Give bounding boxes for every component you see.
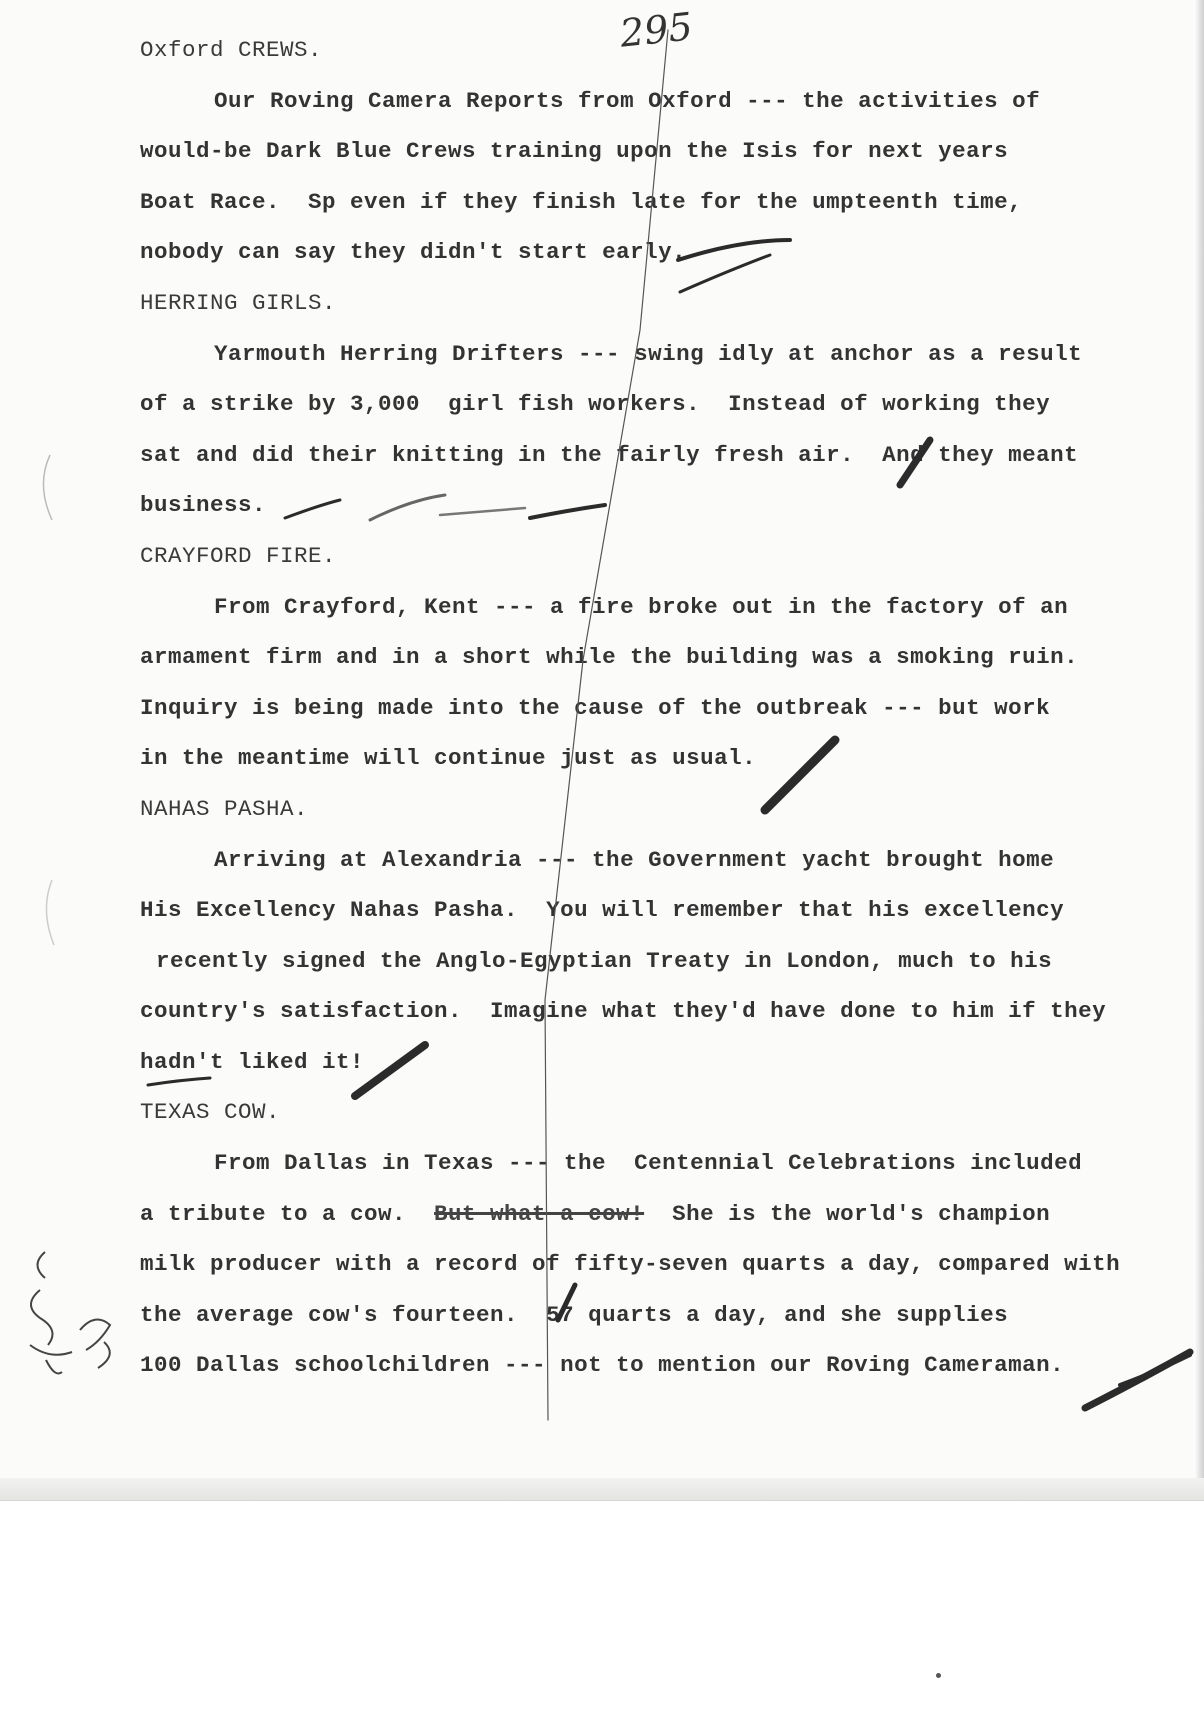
line-text: TEXAS COW.: [140, 1099, 281, 1126]
typed-line: [140, 437, 1190, 488]
typed-line: [140, 83, 1190, 134]
line-text: CRAYFORD FIRE.: [140, 542, 337, 569]
paper-speck: [936, 1673, 941, 1678]
typed-line: [140, 943, 1190, 994]
typed-line: [140, 184, 1190, 235]
line-text: nobody can say they didn't start early.: [140, 239, 687, 266]
typed-line: [140, 892, 1190, 943]
typed-line: [140, 234, 1190, 285]
section-heading: [140, 1094, 1190, 1145]
typed-line: [140, 1196, 1190, 1247]
line-text: His Excellency Nahas Pasha. You will remember that his excellency: [140, 897, 1065, 924]
section-heading: [140, 791, 1190, 842]
typed-line: [140, 740, 1190, 791]
typed-line: [140, 133, 1190, 184]
typed-line: [140, 589, 1190, 640]
line-text: milk producer with a record of fifty-seven quarts a day, compared with: [140, 1251, 1121, 1278]
line-text: HERRING GIRLS.: [140, 289, 337, 316]
line-text: recently signed the Anglo-Egyptian Treaty in London, much to his: [156, 947, 1053, 974]
typed-line: [140, 1145, 1190, 1196]
line-text: would-be Dark Blue Crews training upon the Isis for next years: [140, 138, 1009, 165]
line-text: sat and did their knitting in the fairly fresh air. And they meant: [140, 441, 1079, 468]
typed-line: [140, 1246, 1190, 1297]
line-text-continued: She is the world's champion: [644, 1200, 1051, 1227]
line-text: hadn't liked it!: [140, 1048, 365, 1075]
typed-line: [140, 1044, 1190, 1095]
section-heading: [140, 538, 1190, 589]
typed-line: [140, 639, 1190, 690]
line-text: of a strike by 3,000 girl fish workers. Instead of working they: [140, 391, 1051, 418]
page-edge-shadow: [1194, 0, 1204, 1500]
section-heading: [140, 32, 1190, 83]
section-heading: [140, 285, 1190, 336]
line-text: the average cow's fourteen. 57 quarts a day, and she supplies: [140, 1301, 1009, 1328]
typed-line: [140, 487, 1190, 538]
struck-through-text: But what a cow!: [434, 1200, 645, 1227]
typed-line: [140, 336, 1190, 387]
line-text: country's satisfaction. Imagine what they'd have done to him if they: [140, 998, 1107, 1025]
line-text: Our Roving Camera Reports from Oxford --- the activities of: [214, 87, 1041, 114]
line-text: Arriving at Alexandria --- the Government yacht brought home: [214, 846, 1055, 873]
page-number: 295: [617, 4, 695, 56]
line-text: From Crayford, Kent --- a fire broke out in the factory of an: [214, 593, 1069, 620]
line-text: business.: [140, 492, 267, 519]
line-text: 100 Dallas schoolchildren --- not to mention our Roving Cameraman.: [140, 1352, 1065, 1379]
typed-line: [140, 1347, 1190, 1398]
line-text: Oxford CREWS.: [140, 37, 323, 63]
typed-line: [140, 1297, 1190, 1348]
page-bottom-edge: [0, 1478, 1204, 1500]
typed-line: [140, 386, 1190, 437]
line-text: From Dallas in Texas --- the Centennial Celebrations included: [214, 1150, 1083, 1177]
typed-line: [140, 690, 1190, 741]
line-text: in the meantime will continue just as usual.: [140, 745, 757, 772]
line-text: NAHAS PASHA.: [140, 795, 309, 822]
typed-line: [140, 842, 1190, 893]
line-text: Boat Race. Sp even if they finish late for the umpteenth time,: [140, 188, 1023, 215]
typed-line: [140, 993, 1190, 1044]
typed-text-block: [140, 32, 1190, 1398]
line-text: Inquiry is being made into the cause of the outbreak --- but work: [140, 694, 1051, 721]
line-text: Yarmouth Herring Drifters --- swing idly at anchor as a result: [214, 340, 1083, 367]
line-text: armament firm and in a short while the building was a smoking ruin.: [140, 644, 1079, 671]
line-text: a tribute to a cow.: [140, 1200, 435, 1227]
